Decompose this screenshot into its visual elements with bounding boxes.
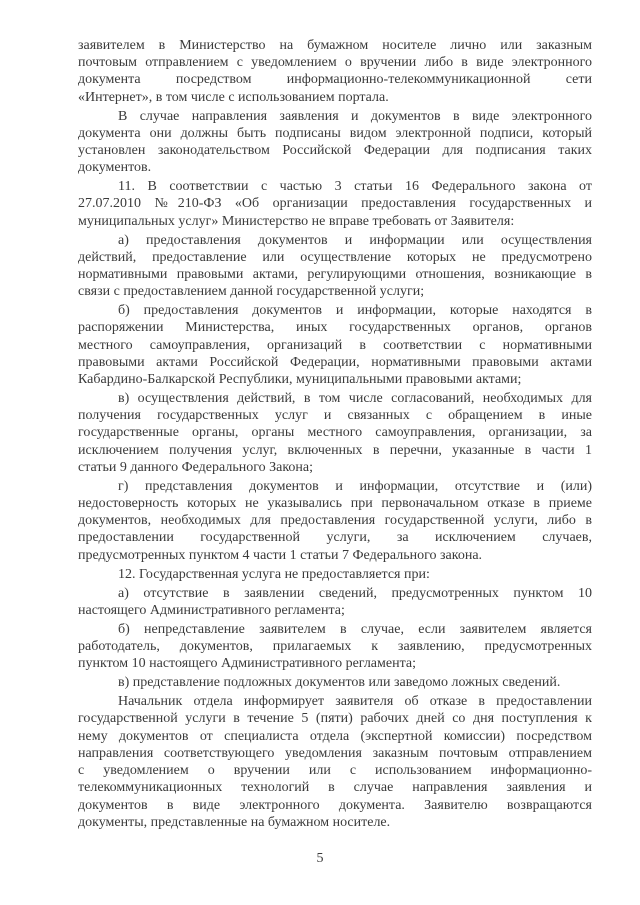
- text-line: предусмотренных пунктом 4 части 1 статьи 7 Федерального закона.: [78, 547, 483, 563]
- text-line: документов.: [78, 160, 152, 176]
- text-line: «Интернет», в том числе с использованием портала.: [78, 89, 389, 105]
- text-line: государственной услуги в течение 5 (пяти) рабочих дней со дня поступления к: [78, 711, 592, 727]
- text-line: документы, представленные на бумажном носителе.: [78, 814, 391, 830]
- text-line: нему документов от специалиста отдела (экспертной комиссии) посредством: [78, 728, 592, 744]
- text-line: документа они должны быть подписаны видом электронной подписи, который: [78, 125, 592, 141]
- text-line: муниципальных услуг» Министерство не вправе требовать от Заявителя:: [78, 213, 515, 229]
- text-line: документов, необходимых для предоставления государственной услуги, либо в: [78, 513, 592, 529]
- text-line: получения государственных услуг и связанных с обращением в иные: [78, 408, 592, 424]
- text-line: а) отсутствие в заявлении сведений, предусмотренных пунктом 10: [118, 585, 592, 601]
- text-line: Начальник отдела информирует заявителя об отказе в предоставлении: [118, 694, 592, 710]
- text-line: в) осуществления действий, в том числе согласований, необходимых для: [118, 391, 592, 407]
- paragraph: [78, 178, 592, 230]
- paragraph: [78, 232, 592, 301]
- text-line: распоряжении Министерства, иных государственных органов, органов: [78, 320, 592, 336]
- text-line: местного самоуправления, организаций в соответствии с нормативными: [78, 337, 592, 353]
- paragraph: [78, 693, 592, 831]
- text-line: пунктом 10 настоящего Административного регламента;: [78, 656, 416, 672]
- text-line: действий, предоставление или осуществление которых не предусмотрено: [78, 249, 592, 265]
- text-line: нормативными правовыми актами, регулирующими отношения, возникающие в: [78, 267, 592, 283]
- text-line: работодатель, документов, прилагаемых к заявлению, предусмотренных: [78, 639, 592, 655]
- text-line: 11. В соответствии с частью 3 статьи 16 Федерального закона от: [118, 179, 592, 195]
- text-line: 27.07.2010 №210-ФЗ «Об организации предоставления государственных и: [78, 196, 592, 212]
- text-line: направления соответствующего уведомления заказным почтовым отправлением: [78, 745, 592, 761]
- text-line: в) представление подложных документов или заведомо ложных сведений.: [118, 675, 561, 691]
- text-line: В случае направления заявления и документов в виде электронного: [118, 108, 592, 124]
- text-line: государственные органы, органы местного самоуправления, организации, за: [78, 425, 592, 441]
- text-line: а) предоставления документов и информации или осуществления: [118, 232, 592, 248]
- text-line: почтовым отправлением с уведомлением о вручении либо в виде электронного: [78, 55, 592, 71]
- text-line: недостоверность которых не указывались при первоначальном отказе в приеме: [78, 496, 592, 512]
- text-line: настоящего Административного регламента;: [78, 602, 345, 618]
- text-line: документа посредством информационно-телекоммуникационной сети: [78, 72, 592, 88]
- paragraph: [78, 108, 592, 177]
- text-line: телекоммуникационных технологий в случае направления заявления и: [78, 780, 592, 796]
- document-body: [78, 37, 592, 833]
- paragraph: [78, 585, 592, 619]
- text-line: исключением получения услуг, включенных в перечни, указанные в части 1: [78, 442, 592, 458]
- paragraph: [78, 621, 592, 673]
- text-line: Кабардино-Балкарской Республики, муниципальными правовыми актами;: [78, 372, 522, 388]
- text-line: б) непредставление заявителем в случае, если заявителем является: [118, 621, 592, 637]
- paragraph: [78, 566, 592, 583]
- text-line: правовыми актами Российской Федерации, нормативными правовыми актами: [78, 354, 592, 370]
- text-line: с уведомлением о вручении или с использованием информационно-: [78, 763, 592, 779]
- paragraph: [78, 390, 592, 476]
- text-line: статьи 9 данного Федерального Закона;: [78, 459, 313, 475]
- text-line: предоставлении государственной услуги, за исключением случаев,: [78, 530, 592, 546]
- text-line: установлен законодательством Российской Федерации для подписания таких: [78, 143, 592, 159]
- paragraph: [78, 302, 592, 388]
- page-number: 5: [316, 851, 324, 866]
- text-line: 12. Государственная услуга не предоставляется при:: [118, 566, 430, 582]
- text-line: документов в виде электронного документа. Заявителю возвращаются: [78, 797, 592, 813]
- paragraph: [78, 37, 592, 106]
- text-line: заявителем в Министерство на бумажном носителе лично или заказным: [78, 38, 592, 53]
- paragraph: [78, 674, 592, 691]
- paragraph: [78, 478, 592, 564]
- text-line: б) предоставления документов и информации, которые находятся в: [118, 303, 592, 319]
- text-line: г) представления документов и информации, отсутствие и (или): [118, 478, 592, 494]
- text-line: связи с предоставлением данной государственной услуги;: [78, 284, 425, 300]
